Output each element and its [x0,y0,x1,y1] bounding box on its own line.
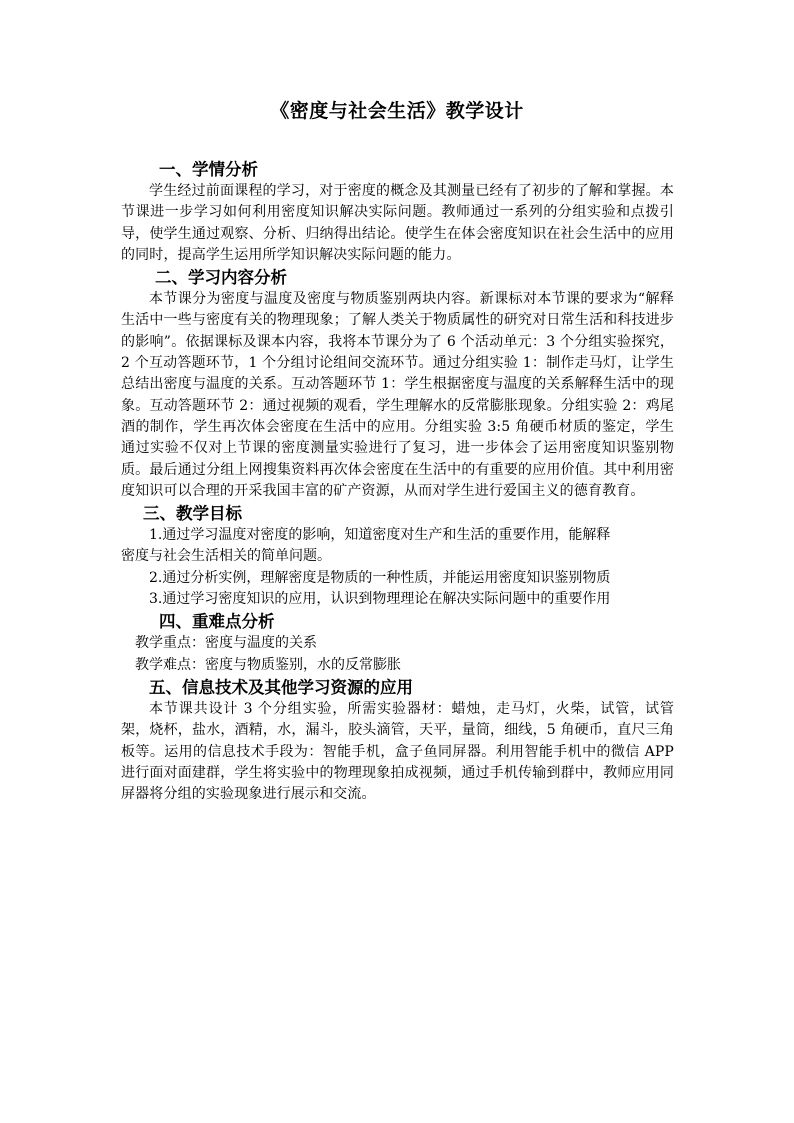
section-heading-key-points: 四、重难点分析 [159,612,275,632]
goal-item-continuation: 密度与社会生活相关的简单问题。 [121,548,331,565]
key-point-item: 教学重点：密度与温度的关系 [135,635,317,652]
section-paragraph: 本节课共设计 3 个分组实验，所需实验器材：蜡烛，走马灯，火柴，试管，试管架，烧杯，盐水，酒精，水，漏斗，胶头滴管，天平，量筒，细线，5 角硬币，直尺三角板等。运用的信息技术手段为：智能手机，盒子鱼同屏器。利用智能手机中的微信 APP 进行面对面建群，学生将实验中的物理现象拍成视频，通过手机传输到群中，教师应用同屏器将分组的实验现象进行展示和交流。 [121,700,674,803]
section-heading-content-analysis: 二、学习内容分析 [155,268,287,288]
section-heading-tech-resources: 五、信息技术及其他学习资源的应用 [149,677,413,697]
goal-item: 2.通过分析实例，理解密度是物质的一种性质，并能运用密度知识鉴别物质 [149,569,611,586]
document-title: 《密度与社会生活》教学设计 [270,100,524,122]
document-body [121,158,674,805]
section-heading-learner-analysis: 一、学情分析 [159,160,258,179]
difficult-point-item: 教学难点：密度与物质鉴别，水的反常膨胀 [135,656,401,673]
goal-item: 1.通过学习温度对密度的影响，知道密度对生产和生活的重要作用，能解释 [149,527,611,544]
section-paragraph: 本节课分为密度与温度及密度与物质鉴别两块内容。新课标对本节课的要求为“解释生活中一些与密度有关的物理现象；了解人类关于物质属性的研究对日常生活和科技进步的影响”。依据课标及课本内容，我将本节课分为了 6 个活动单元：3 个分组实验探究，2 个互动答题环节，1 个分组讨论组间交流环节。通过分组实验 1：制作走马灯，让学生总结出密度与温度的关系。互动答题环节 1：学生根据密度与温度的关系解释生活中的现象。互动答题环节 2：通过视频的观看，学生理解水的反常膨胀现象。分组实验 2：鸡尾酒的制作，学生再次体会密度在生活中的应用。分组实验 3:5 角硬币材质的鉴定，学生通过实验不仅对上节课的密度测量实验进行了复习，进一步体会了运用密度知识鉴别物质。最后通过分组上网搜集资料再次体会密度在生活中的有重要的应用价值。其中利用密度知识可以合理的开采我国丰富的矿产资源，从而对学生进行爱国主义的德育教育。 [121,291,674,499]
section-heading-teaching-goals: 三、教学目标 [143,504,242,524]
goal-item: 3.通过学习密度知识的应用，认识到物理理论在解决实际问题中的重要作用 [149,591,611,608]
section-paragraph: 学生经过前面课程的学习，对于密度的概念及其测量已经有了初步的了解和掌握。本节课进一步学习如何利用密度知识解决实际问题。教师通过一系列的分组实验和点拨引导，使学生通过观察、分析、归纳得出结论。使学生在体会密度知识在社会生活中的应用的同时，提高学生运用所学知识解决实际问题的能力。 [121,183,674,263]
